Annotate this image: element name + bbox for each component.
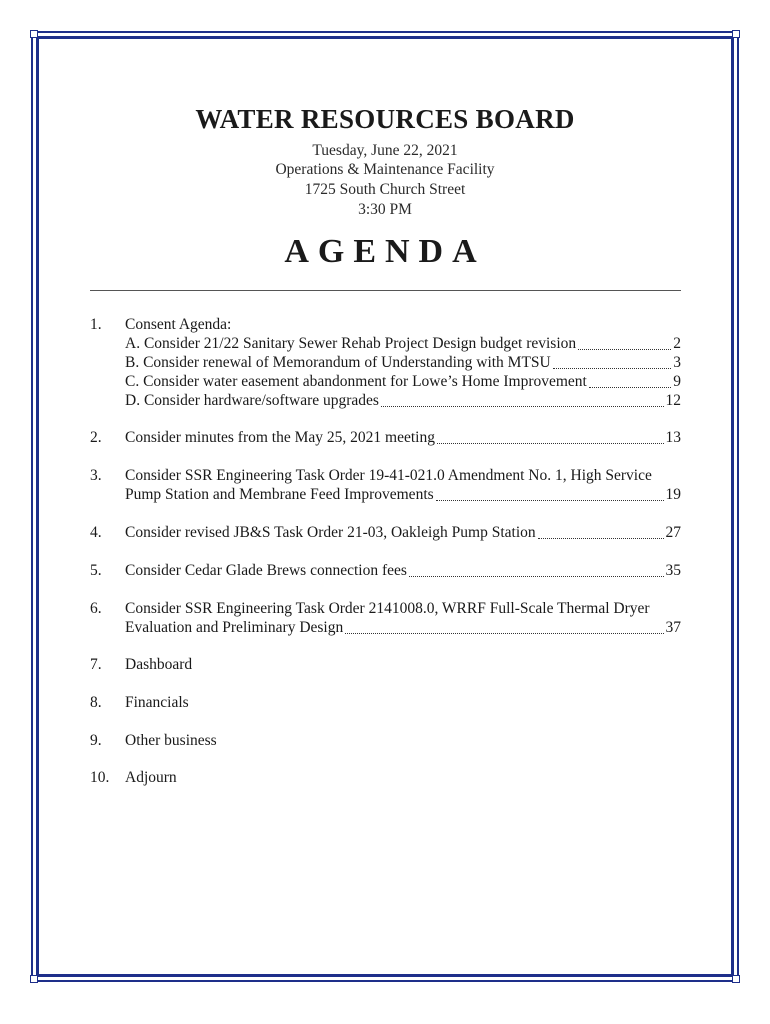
meeting-time: 3:30 PM <box>358 201 412 218</box>
item-text: Consider Cedar Glade Brews connection fees <box>125 562 407 579</box>
item-text: Consider SSR Engineering Task Order 2141008.0, WRRF Full-Scale Thermal Dryer <box>125 600 650 617</box>
sub-item <box>125 353 681 373</box>
page-number: 35 <box>665 562 681 579</box>
sub-item-text: A. Consider 21/22 Sanitary Sewer Rehab Project Design budget revision <box>125 335 577 352</box>
agenda-item <box>125 561 681 581</box>
agenda-item <box>125 599 681 619</box>
meeting-address: 1725 South Church Street <box>304 181 466 198</box>
meeting-date: Tuesday, June 22, 2021 <box>312 142 458 159</box>
item-text: Evaluation and Preliminary Design <box>125 619 344 636</box>
page-number: 3 <box>673 354 681 371</box>
sub-item-text: D. Consider hardware/software upgrades <box>125 392 379 409</box>
dot-leader <box>553 368 671 369</box>
item-text: Consent Agenda: <box>125 316 232 333</box>
page-number: 12 <box>665 392 681 409</box>
sub-item <box>125 334 681 354</box>
dot-leader <box>436 500 664 501</box>
item-text: Adjourn <box>125 769 177 786</box>
agenda-item <box>125 315 681 335</box>
page-number: 2 <box>673 335 681 352</box>
board-title: WATER RESOURCES BOARD <box>195 104 575 134</box>
page-number: 37 <box>665 619 681 636</box>
agenda-item-continued <box>125 485 681 505</box>
item-number: 9. <box>90 732 102 749</box>
item-text: Financials <box>125 694 189 711</box>
item-number: 7. <box>90 656 102 673</box>
dot-leader <box>538 538 664 539</box>
dot-leader <box>589 387 671 388</box>
item-text: Pump Station and Membrane Feed Improvements <box>125 486 434 503</box>
item-number: 1. <box>90 316 102 333</box>
item-number: 5. <box>90 562 102 579</box>
item-number: 3. <box>90 467 102 484</box>
item-text: Consider SSR Engineering Task Order 19-41-021.0 Amendment No. 1, High Service <box>125 467 652 484</box>
agenda-item <box>125 768 681 788</box>
dot-leader <box>345 633 663 634</box>
item-number: 8. <box>90 694 102 711</box>
agenda-item <box>125 523 681 543</box>
agenda-item-continued <box>125 618 681 638</box>
item-number: 4. <box>90 524 102 541</box>
item-text: Other business <box>125 732 217 749</box>
page-number: 27 <box>665 524 681 541</box>
dot-leader <box>381 406 664 407</box>
item-number: 10. <box>90 769 110 786</box>
agenda-item <box>125 428 681 448</box>
agenda-item <box>125 655 681 675</box>
page-number: 13 <box>665 429 681 446</box>
agenda-item <box>125 693 681 713</box>
meeting-location: Operations & Maintenance Facility <box>275 161 495 178</box>
sub-item-text: B. Consider renewal of Memorandum of Understanding with MTSU <box>125 354 551 371</box>
dot-leader <box>409 576 664 577</box>
dot-leader <box>437 443 664 444</box>
page-number: 9 <box>673 373 681 390</box>
item-text: Consider revised JB&S Task Order 21-03, Oakleigh Pump Station <box>125 524 536 541</box>
item-number: 2. <box>90 429 102 446</box>
dot-leader <box>578 349 671 350</box>
sub-item <box>125 391 681 411</box>
page-number: 19 <box>665 486 681 503</box>
sub-item-text: C. Consider water easement abandonment for Lowe’s Home Improvement <box>125 373 587 390</box>
agenda-item <box>125 731 681 751</box>
item-number: 6. <box>90 600 102 617</box>
agenda-item <box>125 466 681 486</box>
item-text: Dashboard <box>125 656 193 673</box>
item-text: Consider minutes from the May 25, 2021 meeting <box>125 429 435 446</box>
agenda-heading: AGENDA <box>284 233 486 270</box>
sub-item <box>125 372 681 392</box>
